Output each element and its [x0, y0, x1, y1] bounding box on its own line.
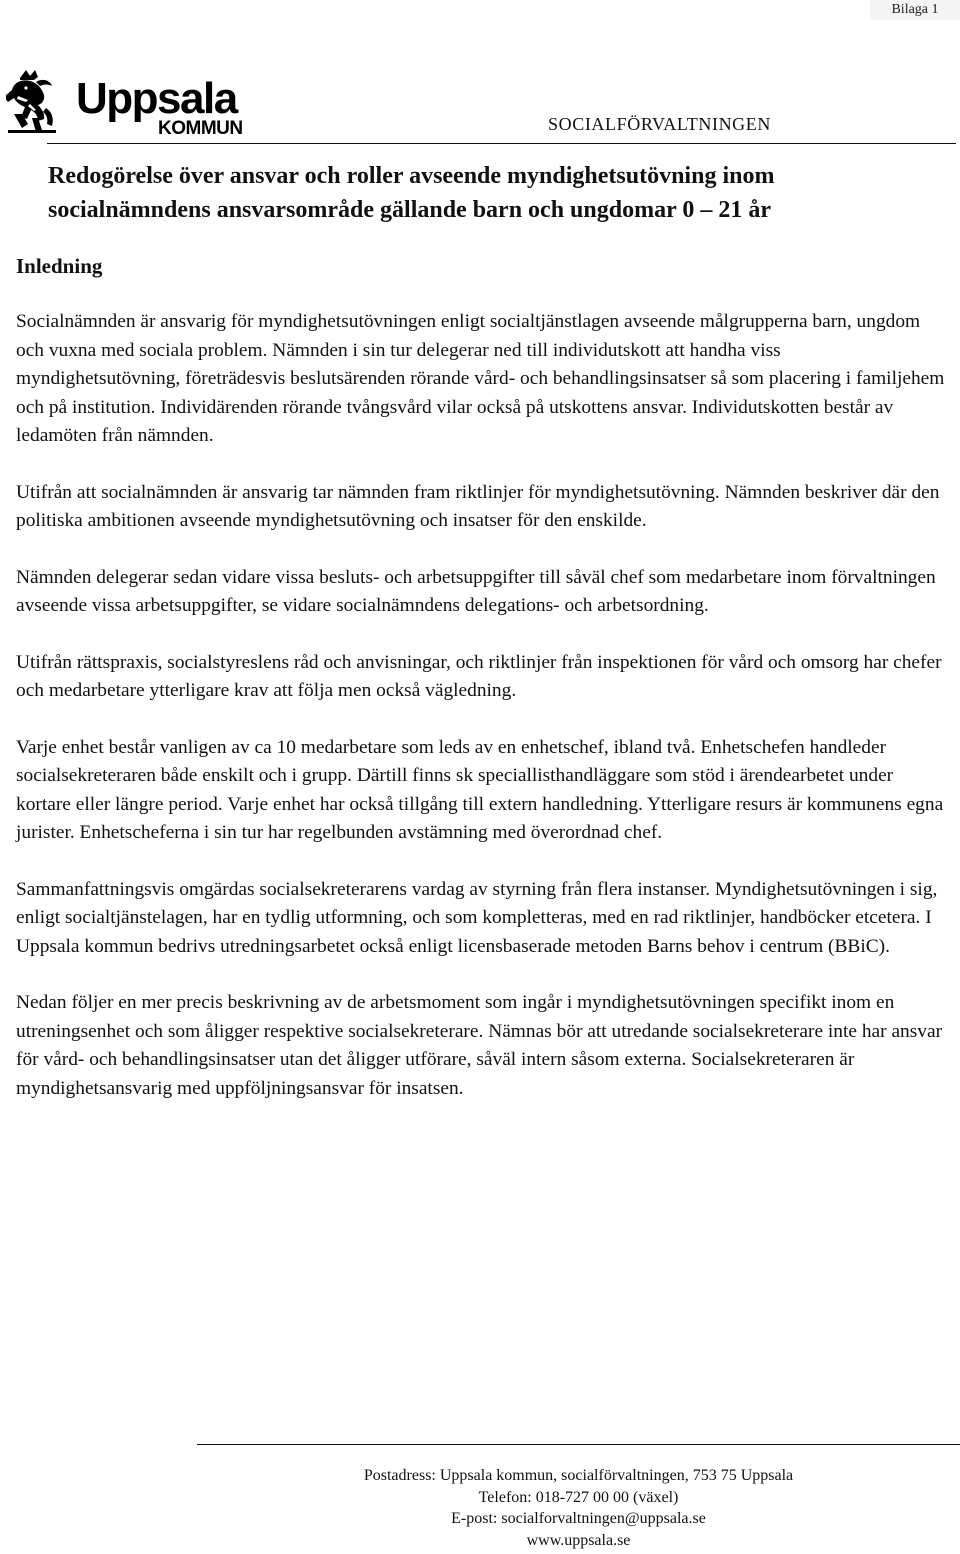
lion-emblem-icon: [6, 68, 268, 140]
header-divider: [47, 143, 956, 144]
body-paragraph: Nämnden delegerar sedan vidare vissa besluts- och arbetsuppgifter till såväl chef som medarbetare inom förvaltningen avseende vissa arbetsuppgifter, se vidare socialnämndens delegations- och arbetsordning.: [16, 566, 936, 616]
body-paragraph: Sammanfattningsvis omgärdas socialsekreterarens vardag av styrning från flera instanser. Myndighetsutövningen i sig, enligt socialtjänstelagen, har en tydlig utformning, och som kompletteras, med en rad riktlinjer, handböcker etcetera. I Uppsala kommun bedrivs utredningsarbetet också enligt licensbaserade metoden Barns behov i centrum (BBiC).: [16, 878, 938, 957]
uppsala-kommun-logo: [6, 68, 268, 140]
footer-phone: Telefon: 018-727 00 00 (växel): [478, 1488, 679, 1506]
logo-subname: KOMMUN: [158, 118, 243, 139]
body-paragraph: Socialnämnden är ansvarig för myndighetsutövningen enligt socialtjänstlagen avseende målgrupperna barn, ungdom och vuxna med sociala problem. Nämnden i sin tur delegerar ned till individutskott att handha viss myndighetsutövning, företrädesvis beslutsärenden rörande vård- och behandlingsinsatser så som placering i familjehem och på institution. Individärenden rörande tvångsvård vilar också på utskottens ansvar. Individutskotten består av ledamöten från nämnden.: [16, 311, 945, 446]
footer-website[interactable]: www.uppsala.se: [526, 1531, 631, 1549]
title-line: socialnämndens ansvarsområde gällande barn och ungdomar 0 – 21 år: [48, 197, 771, 223]
section-heading: Inledning: [16, 254, 103, 278]
body-paragraph: Nedan följer en mer precis beskrivning av de arbetsmoment som ingår i myndighetsutövningen specifikt inom en utreningsenhet och som åligger respektive socialsekreterare. Nämnas bör att utredande socialsekreterare inte har ansvar för vård- och behandlingsinsatser utan det åligger utförare, såväl intern såsom externa. Socialsekreteraren är myndighetsansvarig med uppföljningsansvar för insatsen.: [16, 992, 943, 1099]
footer-address: Postadress: Uppsala kommun, socialförvaltningen, 753 75 Uppsala: [363, 1467, 794, 1484]
logo-name: Uppsala: [76, 74, 237, 123]
footer-email[interactable]: E-post: socialforvaltningen@uppsala.se: [451, 1510, 706, 1527]
department-name: SOCIALFÖRVALTNINGEN: [548, 114, 771, 134]
title-line: Redogörelse över ansvar och roller avseende myndighetsutövning inom: [48, 163, 775, 189]
body-paragraph: Utifrån att socialnämnden är ansvarig tar nämnden fram riktlinjer för myndighetsutövning. Nämnden beskriver där den politiska ambitionen avseende myndighetsutövning och insatser för den enskilde.: [16, 481, 940, 531]
footer: [197, 1465, 960, 1551]
document-title: [48, 159, 948, 227]
footer-divider: [197, 1444, 960, 1445]
body-paragraph: Varje enhet består vanligen av ca 10 medarbetare som leds av en enhetschef, ibland två. Enhetschefen handleder socialsekreteraren både enskilt och i grupp. Därtill finns sk speciallisthandläggare som stöd i ärendearbetet under kortare eller längre period. Varje enhet har också tillgång till extern handledning. Ytterligare resurs är kommunens egna jurister. Enhetscheferna i sin tur har regelbunden avstämning med överordnad chef.: [16, 736, 944, 843]
page-label: Bilaga 1: [870, 0, 960, 20]
document-body: [16, 308, 948, 1131]
body-paragraph: Utifrån rättspraxis, socialstyreslens råd och anvisningar, och riktlinjer från inspektionen för vård och omsorg har chefer och medarbetare ytterligare krav att följa men också vägledning.: [16, 651, 942, 701]
